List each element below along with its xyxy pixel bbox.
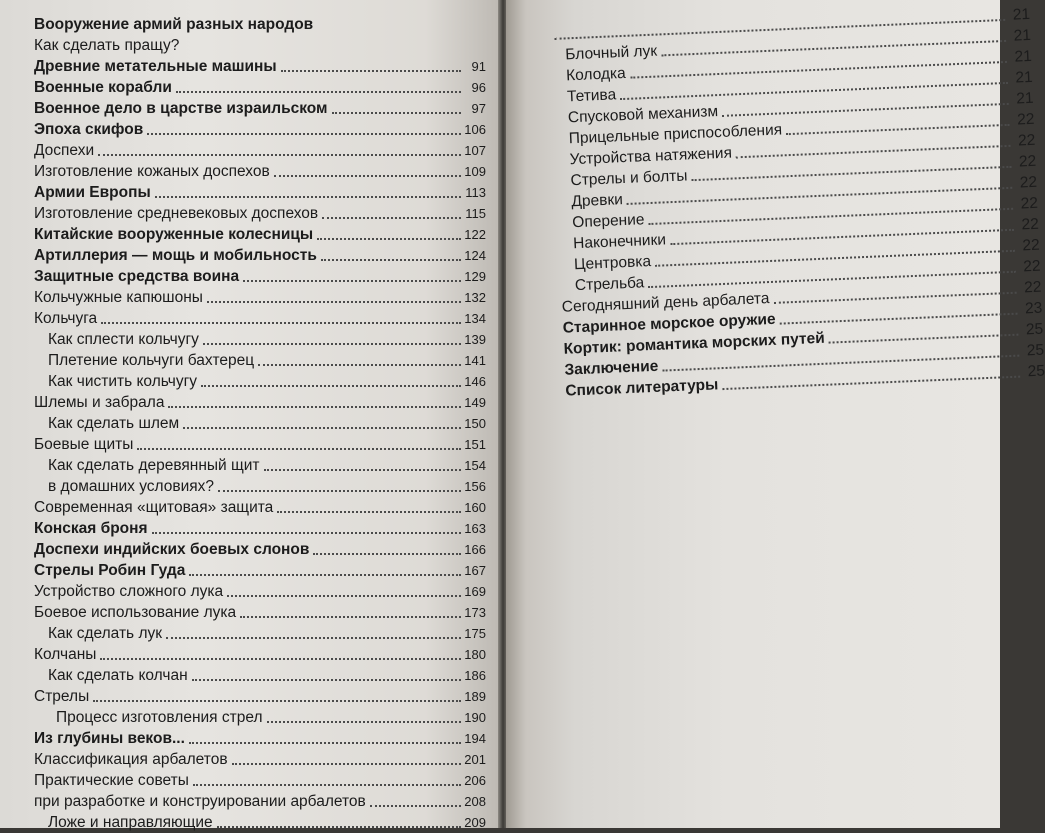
toc-entry-page: 154	[464, 458, 486, 473]
toc-entry-title: Кольчужные капюшоны	[34, 289, 203, 306]
toc-entry	[34, 434, 486, 455]
toc-entry-page: 21	[1012, 5, 1031, 24]
toc-entry	[34, 812, 486, 833]
toc-entry-page: 163	[464, 521, 486, 536]
toc-entry-title: Боевые щиты	[34, 436, 134, 453]
toc-entry	[34, 35, 486, 56]
toc-entry-title: Как сделать шлем	[48, 415, 180, 432]
dot-leader	[267, 720, 462, 723]
dot-leader	[192, 678, 461, 681]
toc-entry	[34, 560, 486, 581]
toc-entry	[34, 602, 486, 623]
toc-entry-title: Кортик: романтика морских путей	[563, 329, 826, 358]
toc-entry	[34, 350, 486, 371]
dot-leader	[258, 363, 461, 366]
dot-leader	[193, 783, 461, 786]
dot-leader	[189, 741, 461, 744]
dot-leader	[201, 384, 461, 387]
toc-entry-title: Старинное морское оружие	[562, 310, 776, 337]
toc-entry-title: Тетива	[566, 86, 617, 106]
toc-entry-title: Блочный лук	[564, 42, 658, 64]
toc-entry-title: Как сделать колчан	[48, 667, 188, 684]
toc-entry-page: 96	[471, 80, 486, 95]
toc-entry-page: 208	[464, 794, 486, 809]
toc-entry-title: Военное дело в царстве израильском	[34, 100, 328, 117]
toc-entry-title: Шлемы и забрала	[34, 394, 165, 411]
toc-entry-page: 25	[1026, 341, 1045, 360]
dot-leader	[189, 573, 461, 576]
toc-entry-title: Кольчуга	[34, 310, 98, 327]
toc-entry-title: Военные корабли	[34, 79, 172, 96]
toc-entry-page: 25	[1027, 362, 1045, 381]
toc-entry-title: Армии Европы	[34, 184, 151, 201]
toc-entry-page: 106	[464, 122, 486, 137]
dot-leader	[183, 426, 461, 429]
toc-entry-page: 124	[464, 248, 486, 263]
dot-leader	[281, 69, 461, 72]
toc-entry	[34, 497, 486, 518]
toc-entry	[34, 119, 486, 140]
dot-leader	[100, 657, 461, 660]
toc-entry-title: Как сделать лук	[48, 625, 163, 642]
toc-entry	[34, 476, 486, 497]
dot-leader	[147, 132, 461, 135]
toc-entry-title: Древки	[571, 191, 624, 211]
left-toc-list	[34, 14, 486, 833]
toc-entry-page: 22	[1016, 110, 1035, 129]
toc-entry-title: Колчаны	[34, 646, 97, 663]
toc-entry	[34, 203, 486, 224]
dot-leader	[137, 447, 461, 450]
toc-entry-page: 22	[1018, 152, 1037, 171]
toc-entry-page: 186	[464, 668, 486, 683]
right-toc-list	[550, 4, 1045, 402]
toc-entry	[34, 140, 486, 161]
dot-leader	[264, 468, 461, 471]
toc-entry-title: Стрелы и болты	[570, 167, 688, 190]
toc-entry-title: Спусковой механизм	[567, 103, 719, 127]
toc-entry	[34, 455, 486, 476]
toc-entry-page: 139	[464, 332, 486, 347]
dot-leader	[176, 90, 461, 93]
toc-entry-page: 21	[1013, 26, 1032, 45]
dot-leader	[321, 258, 461, 261]
toc-entry-page: 22	[1021, 215, 1040, 234]
toc-entry-title: Как чистить кольчугу	[48, 373, 198, 390]
toc-entry-page: 21	[1015, 68, 1034, 87]
toc-entry-title: Древние метательные машины	[34, 58, 277, 75]
dot-leader	[155, 195, 461, 198]
toc-entry	[34, 182, 486, 203]
toc-entry	[34, 392, 486, 413]
toc-entry-title: Вооружение армий разных народов	[34, 16, 314, 33]
toc-entry-page: 129	[464, 269, 486, 284]
toc-entry-title: Ложе и направляющие	[48, 814, 213, 831]
dot-leader	[93, 699, 461, 702]
toc-entry	[34, 287, 486, 308]
toc-entry	[34, 791, 486, 812]
toc-entry-page: 22	[1022, 257, 1041, 276]
dot-leader	[232, 762, 461, 765]
toc-entry	[34, 14, 486, 35]
toc-entry-title: Колодка	[565, 64, 627, 85]
dot-leader	[317, 237, 461, 240]
toc-entry-page: 115	[465, 206, 486, 221]
toc-entry	[34, 413, 486, 434]
toc-entry	[34, 308, 486, 329]
toc-entry-title: Артиллерия — мощь и мобильность	[34, 247, 317, 264]
dot-leader	[722, 375, 1020, 390]
toc-entry	[34, 644, 486, 665]
dot-leader	[207, 300, 461, 303]
toc-entry-page: 156	[464, 479, 486, 494]
toc-entry-page: 149	[464, 395, 486, 410]
toc-entry-page: 201	[464, 752, 486, 767]
toc-entry-title: при разработке и конструировании арбалетов	[34, 793, 366, 810]
toc-entry	[34, 665, 486, 686]
toc-entry-title: Как сплести кольчугу	[48, 331, 199, 348]
toc-entry-page: 141	[464, 353, 486, 368]
toc-entry-page: 132	[464, 290, 486, 305]
toc-entry-title: Стрелы Робин Гуда	[34, 562, 186, 579]
toc-entry-page: 21	[1015, 89, 1034, 108]
toc-entry	[34, 56, 486, 77]
toc-entry-page: 146	[464, 374, 486, 389]
toc-entry-title: Процесс изготовления стрел	[56, 709, 263, 726]
toc-entry	[34, 224, 486, 245]
dot-leader	[274, 174, 461, 177]
toc-entry-title: Доспехи	[34, 142, 95, 159]
toc-entry-page: 160	[464, 500, 486, 515]
toc-entry-title: в домашних условиях?	[48, 478, 215, 495]
dot-leader	[243, 279, 461, 282]
toc-entry-title: Список литературы	[565, 376, 719, 400]
toc-entry-title: Наконечники	[572, 231, 667, 253]
toc-entry-title: Центровка	[573, 252, 652, 274]
dot-leader	[217, 825, 461, 828]
toc-entry-title: Практические советы	[34, 772, 189, 789]
toc-entry	[34, 623, 486, 644]
dot-leader	[227, 594, 461, 597]
toc-entry-page: 190	[464, 710, 486, 725]
toc-entry-title: Оперение	[571, 211, 645, 232]
toc-entry-title: Прицельные приспособления	[568, 121, 783, 148]
toc-entry-page: 22	[1019, 173, 1038, 192]
toc-entry	[34, 161, 486, 182]
toc-entry-title: Конская броня	[34, 520, 148, 537]
toc-entry-page: 91	[471, 59, 486, 74]
toc-entry-title: Как сделать пращу?	[34, 37, 180, 54]
toc-entry	[34, 518, 486, 539]
toc-entry-page: 23	[1024, 299, 1043, 318]
toc-entry-title: Устройство сложного лука	[34, 583, 224, 600]
toc-entry-page: 150	[464, 416, 486, 431]
dot-leader	[166, 636, 461, 639]
toc-entry	[34, 329, 486, 350]
dot-leader	[370, 804, 461, 807]
dot-leader	[240, 615, 461, 618]
toc-entry-title: Как сделать деревянный щит	[48, 457, 260, 474]
right-page	[506, 0, 1045, 828]
toc-entry-page: 209	[464, 815, 486, 830]
toc-entry-page: 173	[464, 605, 486, 620]
toc-entry-page: 97	[471, 101, 486, 116]
toc-entry	[34, 539, 486, 560]
left-page	[0, 0, 500, 831]
dot-leader	[98, 153, 461, 156]
toc-entry-title: Доспехи индийских боевых слонов	[34, 541, 310, 558]
dot-leader	[322, 216, 461, 219]
toc-entry-page: 167	[464, 563, 486, 578]
toc-entry-title: Устройства натяжения	[569, 144, 733, 169]
toc-entry-title: Стрелы	[34, 688, 90, 705]
toc-entry-page: 175	[464, 626, 486, 641]
toc-entry-title: Стрельба	[574, 274, 645, 295]
toc-entry-page: 21	[1014, 47, 1033, 66]
toc-entry-page: 113	[465, 185, 486, 200]
dot-leader	[101, 321, 461, 324]
dot-leader	[203, 342, 461, 345]
toc-entry-title: Изготовление средневековых доспехов	[34, 205, 319, 222]
toc-entry-page: 22	[1022, 236, 1041, 255]
toc-entry	[34, 581, 486, 602]
toc-entry-title: Классификация арбалетов	[34, 751, 228, 768]
toc-entry-page: 180	[464, 647, 486, 662]
toc-entry	[34, 728, 486, 749]
toc-entry-page: 134	[464, 311, 486, 326]
toc-entry	[34, 77, 486, 98]
dot-leader	[313, 552, 461, 555]
toc-entry	[34, 686, 486, 707]
toc-entry-page: 194	[464, 731, 486, 746]
dot-leader	[152, 531, 461, 534]
toc-entry-page: 169	[464, 584, 486, 599]
toc-entry-page: 22	[1020, 194, 1039, 213]
toc-entry-page: 151	[464, 437, 486, 452]
dot-leader	[332, 111, 461, 114]
toc-entry	[34, 749, 486, 770]
toc-entry-title: Изготовление кожаных доспехов	[34, 163, 270, 180]
toc-entry-title: Боевое использование лука	[34, 604, 237, 621]
toc-entry	[34, 707, 486, 728]
toc-entry-title: Современная «щитовая» защита	[34, 499, 274, 516]
toc-entry-page: 109	[464, 164, 486, 179]
toc-entry	[34, 245, 486, 266]
toc-entry-page: 107	[464, 143, 486, 158]
dot-leader	[168, 405, 461, 408]
toc-entry-title: Заключение	[564, 357, 659, 379]
toc-entry	[34, 770, 486, 791]
toc-entry-page: 166	[464, 542, 486, 557]
dot-leader	[277, 510, 461, 513]
toc-entry	[34, 266, 486, 287]
toc-entry-title: Из глубины веков...	[34, 730, 185, 747]
dot-leader	[218, 489, 461, 492]
toc-entry-page: 25	[1025, 320, 1044, 339]
toc-entry-title: Плетение кольчуги бахтерец	[48, 352, 255, 369]
toc-entry-page: 206	[464, 773, 486, 788]
toc-entry-title: Защитные средства воина	[34, 268, 240, 285]
toc-entry-title: Китайские вооруженные колесницы	[34, 226, 314, 243]
toc-entry-page: 189	[464, 689, 486, 704]
toc-entry-title: Сегодняшний день арбалета	[561, 290, 770, 316]
toc-entry-page: 122	[464, 227, 486, 242]
toc-entry-page: 22	[1023, 278, 1042, 297]
toc-entry	[34, 371, 486, 392]
toc-entry-page: 22	[1017, 131, 1036, 150]
toc-entry-title: Эпоха скифов	[34, 121, 144, 138]
toc-entry	[34, 98, 486, 119]
